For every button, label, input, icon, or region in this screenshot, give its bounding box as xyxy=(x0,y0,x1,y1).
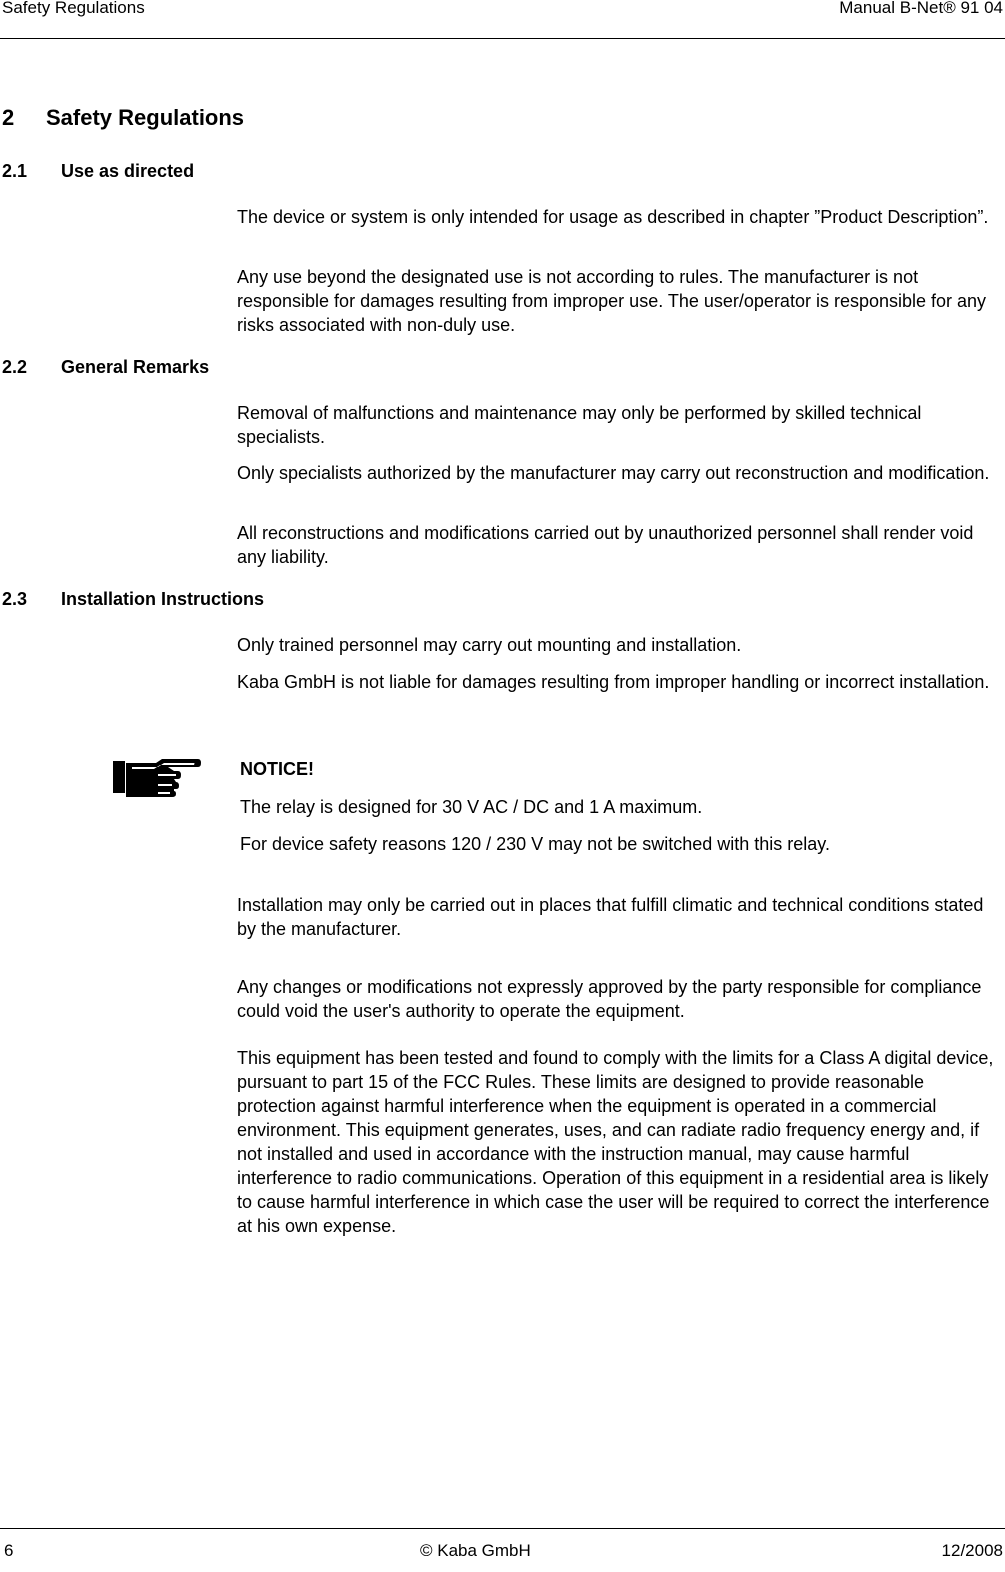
paragraph: Only trained personnel may carry out mounting and installation. xyxy=(237,635,742,655)
notice-line: The relay is designed for 30 V AC / DC and 1 A maximum. xyxy=(240,797,703,817)
paragraph: Kaba GmbH is not liable for damages resulting from improper handling or incorrect installation. xyxy=(237,672,990,692)
page-footer xyxy=(0,1528,1005,1572)
copyright: © Kaba GmbH xyxy=(420,1541,531,1560)
paragraph: Any changes or modifications not expressly approved by the party responsible for compliance could void the user's authority to operate the equipment. xyxy=(237,977,982,1021)
section-heading-2-2 xyxy=(2,357,209,378)
section-number: 2.1 xyxy=(2,161,28,181)
chapter-title: Safety Regulations xyxy=(46,105,245,130)
section-number: 2.2 xyxy=(2,357,28,377)
section-title: Use as directed xyxy=(61,161,195,181)
paragraph: Installation may only be carried out in places that fulfill climatic and technical conditions stated by the manufacturer. xyxy=(237,895,984,939)
paragraph: Only specialists authorized by the manufacturer may carry out reconstruction and modification. xyxy=(237,463,990,483)
paragraph: Any use beyond the designated use is not according to rules. The manufacturer is not responsible for damages resulting from improper use. The user/operator is responsible for any risks associated with non-duly use. xyxy=(237,267,987,335)
publication-date: 12/2008 xyxy=(941,1541,1003,1560)
section-heading-2-3 xyxy=(2,589,264,610)
notice-line: For device safety reasons 120 / 230 V may not be switched with this relay. xyxy=(240,834,830,854)
paragraph: Removal of malfunctions and maintenance may only be performed by skilled technical specialists. xyxy=(237,403,922,447)
header-manual-title: Manual B-Net® 91 04 xyxy=(839,0,1003,17)
section-title: General Remarks xyxy=(61,357,210,377)
pointing-hand-icon xyxy=(112,755,202,799)
section-heading-2-1 xyxy=(2,161,194,182)
page-number: 6 xyxy=(4,1541,14,1560)
section-title: Installation Instructions xyxy=(61,589,265,609)
fcc-paragraph: This equipment has been tested and found to comply with the limits for a Class A digital device, pursuant to part 15 of the FCC Rules. These limits are designed to provide reasonable protection against harmful interference when the equipment is operated in a commercial environment. This equipment generates, uses, and can radiate radio frequency energy and, if not installed and used in accordance with the instruction manual, may cause harmful interference to radio communications. Operation of this equipment in a residential area is likely to cause harmful interference in which case the user will be required to correct the interference at his own expense. xyxy=(237,1048,994,1236)
chapter-heading xyxy=(2,105,244,131)
notice-title: NOTICE! xyxy=(240,759,314,779)
header-section-title: Safety Regulations xyxy=(2,0,145,17)
paragraph: The device or system is only intended for usage as described in chapter ”Product Description”. xyxy=(237,207,989,227)
page-header xyxy=(0,0,1005,39)
section-number: 2.3 xyxy=(2,589,28,609)
chapter-number: 2 xyxy=(2,105,15,130)
paragraph: All reconstructions and modifications carried out by unauthorized personnel shall render void any liability. xyxy=(237,523,974,567)
